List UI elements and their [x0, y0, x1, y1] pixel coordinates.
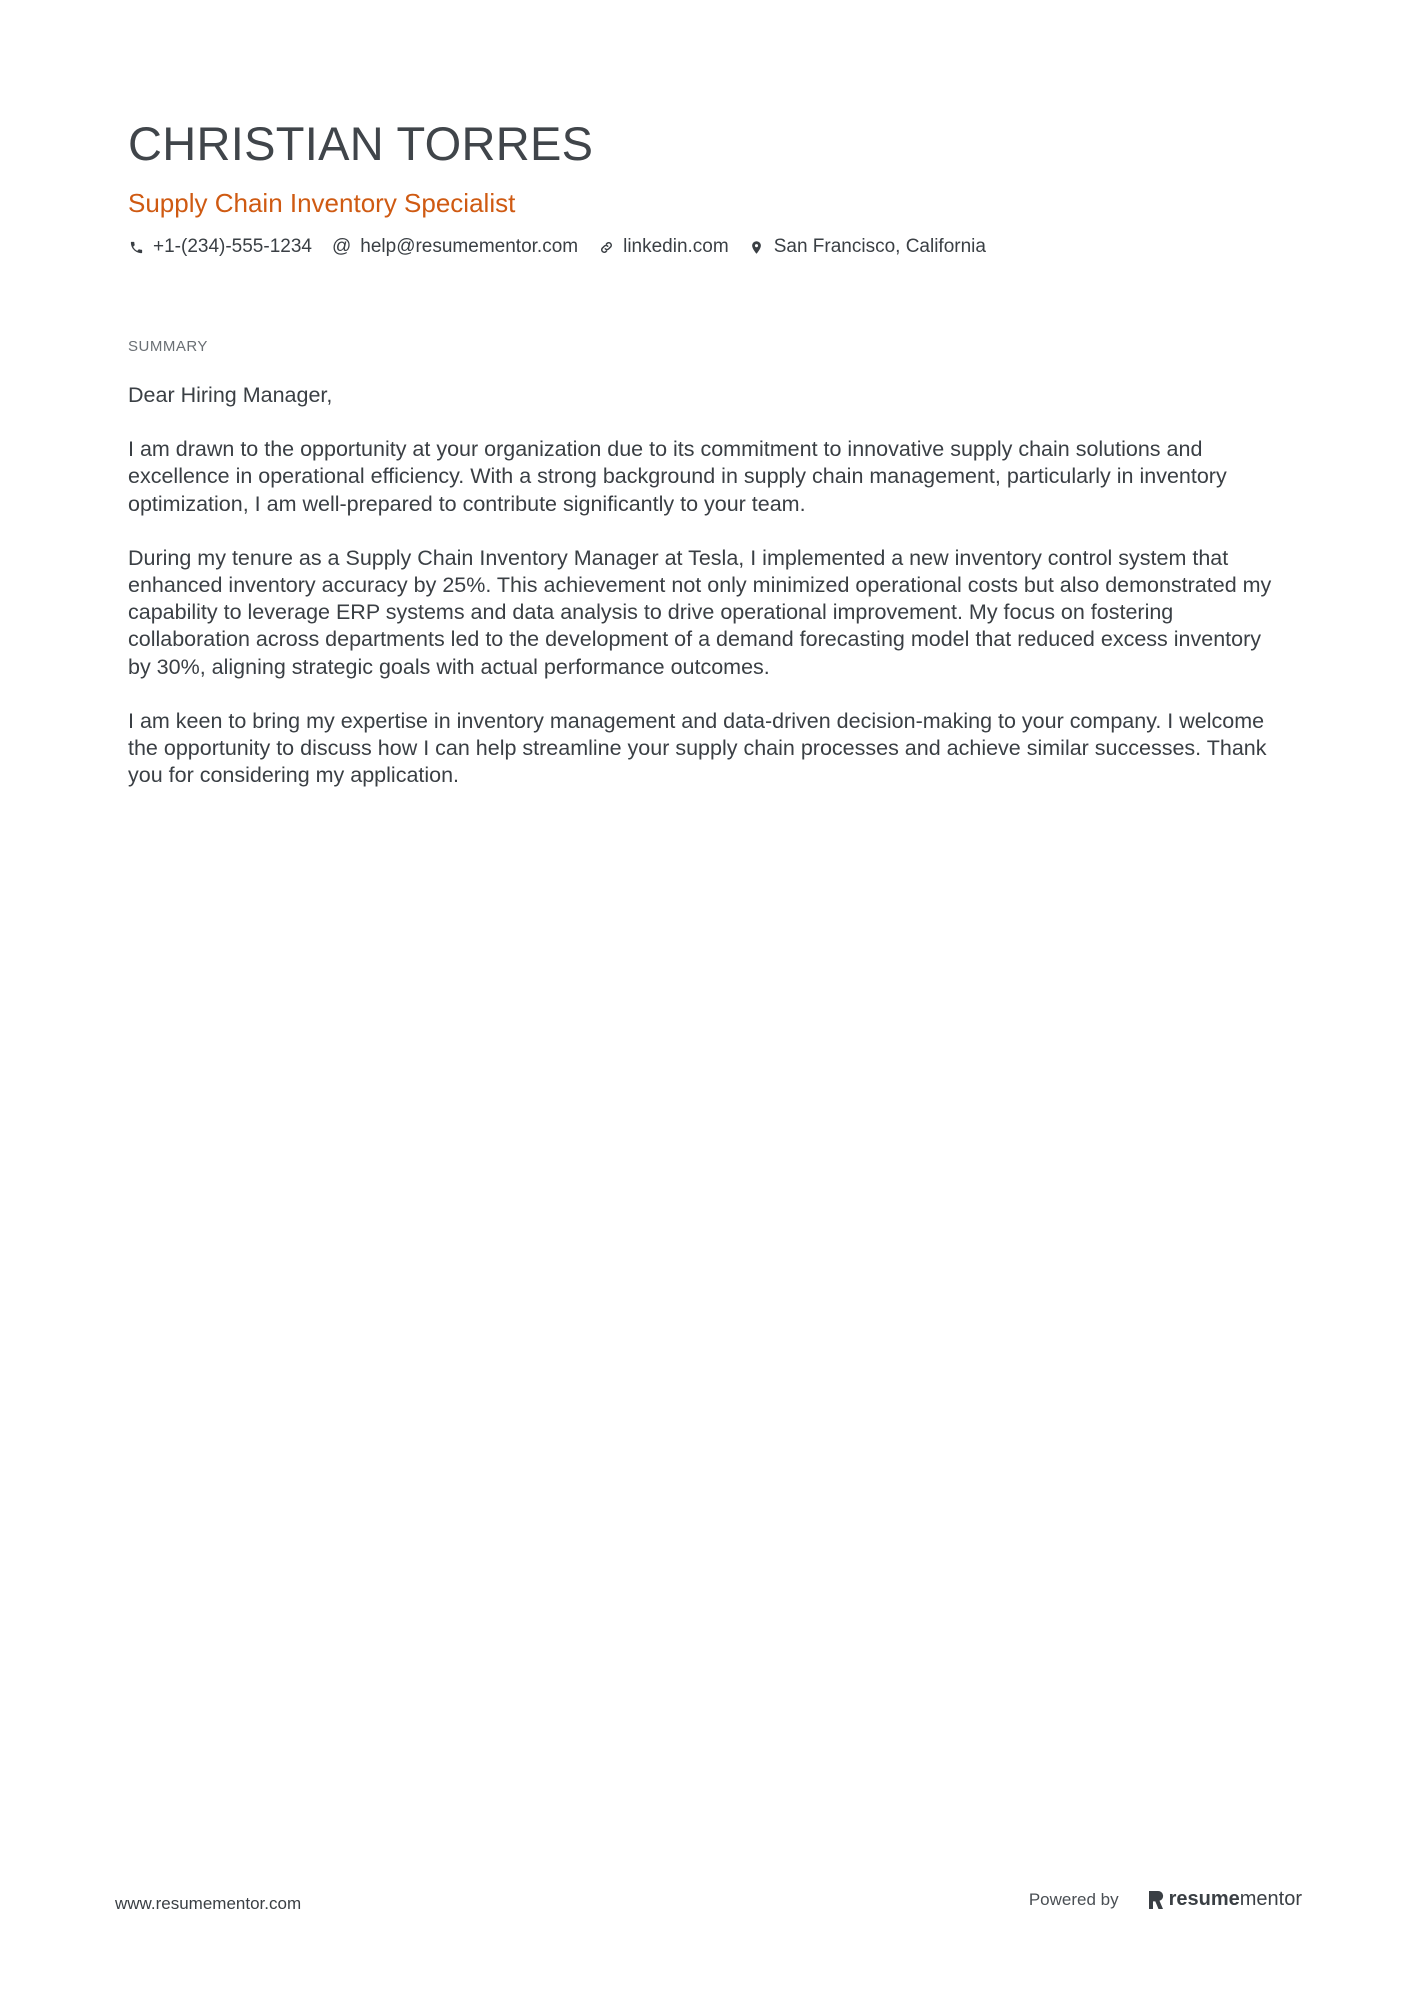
brand-text-part2: mentor — [1239, 1888, 1302, 1910]
letter-body — [128, 382, 1288, 816]
linkedin-text[interactable]: linkedin.com — [623, 236, 729, 257]
phone-text: +1-(234)-555-1234 — [153, 236, 312, 257]
footer-powered-by — [1029, 1888, 1302, 1911]
contact-location — [749, 234, 986, 260]
brand-logo[interactable] — [1147, 1888, 1302, 1911]
candidate-role: Supply Chain Inventory Specialist — [128, 188, 516, 218]
salutation: Dear Hiring Manager, — [128, 383, 333, 407]
location-text: San Francisco, California — [773, 236, 986, 257]
brand-text-part1: resume — [1168, 1888, 1240, 1910]
section-label-summary: SUMMARY — [128, 338, 208, 355]
powered-by-label: Powered by — [1028, 1889, 1119, 1909]
contact-email[interactable] — [332, 234, 578, 260]
letter-paragraph: I am drawn to the opportunity at your organization due to its commitment to innovative supply chain solutions and excellence in operational efficiency. With a strong background in supply chain management, particularly in inventory optimization, I am well-prepared to contribute significantly to your team. — [128, 437, 1227, 516]
contact-bar — [128, 234, 1288, 260]
candidate-name: CHRISTIAN TORRES — [128, 117, 594, 170]
phone-icon — [128, 239, 144, 255]
at-icon: @ — [331, 236, 352, 257]
letter-paragraph: I am keen to bring my expertise in inventory management and data-driven decision-making to your company. I welcome the opportunity to discuss how I can help streamline your supply chain processes and achieve similar successes. Thank you for considering my application. — [128, 708, 1267, 788]
brand-mark-icon — [1147, 1889, 1165, 1911]
header — [128, 112, 1288, 260]
contact-phone — [128, 234, 312, 260]
link-icon — [598, 239, 614, 255]
contact-linkedin[interactable] — [598, 234, 729, 260]
letter-paragraph: During my tenure as a Supply Chain Inventory Manager at Tesla, I implemented a new inventory control system that enhanced inventory accuracy by 25%. This achievement not only minimized operational costs but also demonstrated my capability to leverage ERP systems and data analysis to drive operational improvement. My focus on fostering collaboration across departments led to the development of a demand forecasting model that reduced excess inventory by 30%, aligning strategic goals with actual performance outcomes. — [128, 545, 1272, 679]
email-text[interactable]: help@resumementor.com — [360, 236, 579, 257]
footer-website[interactable]: www.resumementor.com — [115, 1894, 302, 1913]
location-pin-icon — [749, 239, 765, 255]
